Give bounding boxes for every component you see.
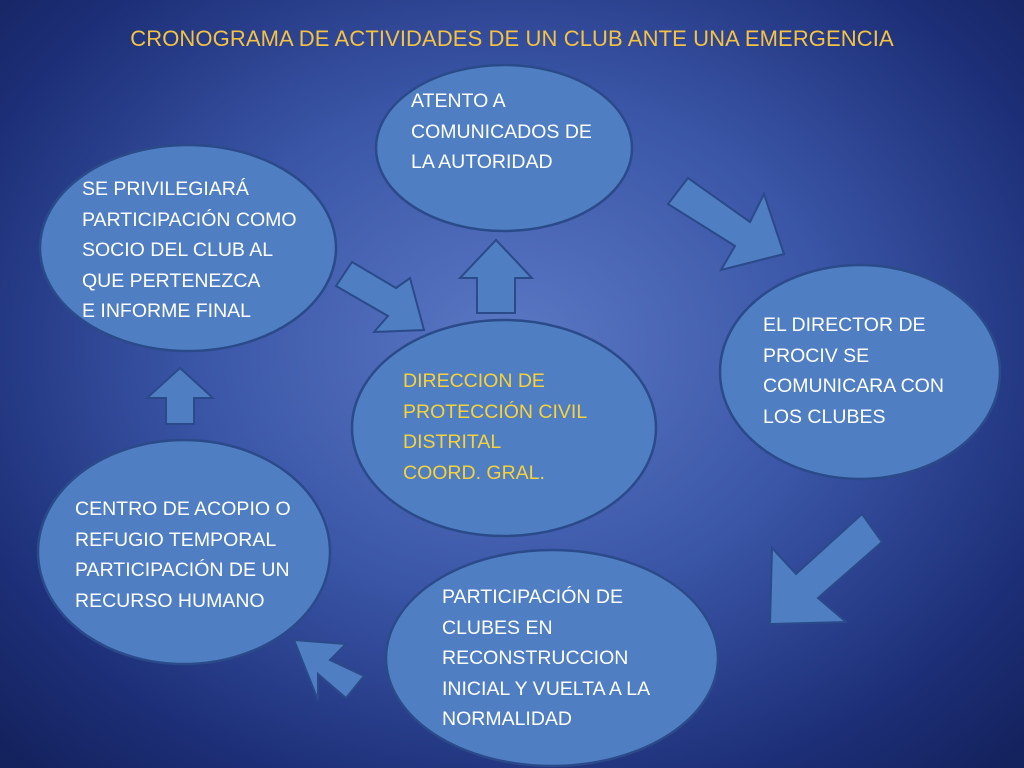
arrow-center-to-top (460, 240, 532, 313)
node-bottom-label: PARTICIPACIÓN DE CLUBES EN RECONSTRUCCION INICIAL Y VUELTA A LA NORMALIDAD (442, 586, 651, 730)
node-left-top-label: SE PRIVILEGIARÁ PARTICIPACIÓN COMO SOCIO DEL CLUB AL QUE PERTENEZCA E INFORME FINAL (82, 178, 297, 322)
arrow-left-top-to-center (336, 262, 424, 332)
node-left-bottom-label: CENTRO DE ACOPIO O REFUGIO TEMPORAL PARTICIPACIÓN DE UN RECURSO HUMANO (75, 498, 291, 612)
arrow-right-to-bottom (770, 514, 882, 624)
diagram-title: CRONOGRAMA DE ACTIVIDADES DE UN CLUB ANTE UNA EMERGENCIA (130, 26, 894, 51)
node-center-label: DIRECCION DE PROTECCIÓN CIVIL DISTRITAL COORD. GRAL. (403, 370, 588, 484)
arrow-bottom-to-left-bottom (294, 640, 364, 700)
node-top-label: ATENTO A COMUNICADOS DE LA AUTORIDAD (411, 90, 592, 173)
node-right-label: EL DIRECTOR DE PROCIV SE COMUNICARA CON LOS CLUBES (763, 314, 944, 428)
arrow-top-to-right (668, 178, 784, 270)
arrow-left-bottom-to-left-top (147, 368, 213, 424)
